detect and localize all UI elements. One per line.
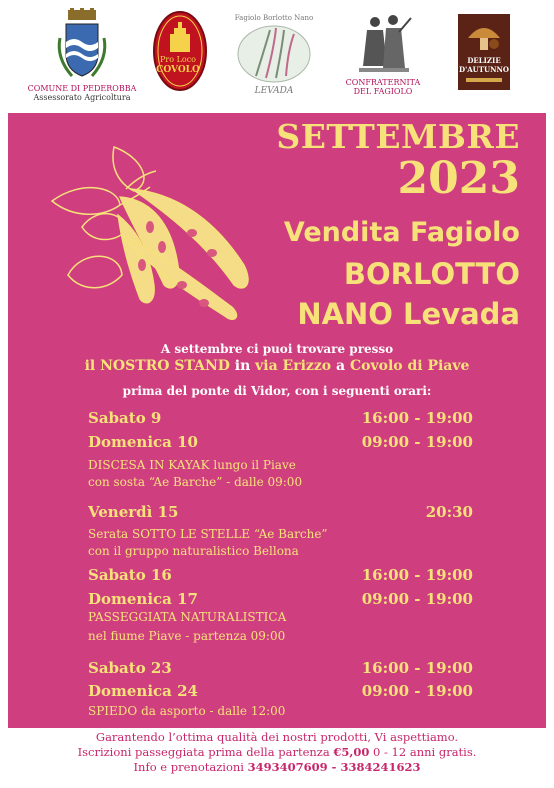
footer-phones: 3493407609 - 3384241623 [247,760,421,774]
comune-crest-icon [54,8,110,84]
intro-town: Covolo di Piave [349,358,470,374]
footer-line-2-a: Iscrizioni passeggiata prima della partenza [77,745,330,759]
comune-caption-2: Assessorato Agricoltura [33,93,131,102]
intro-il: il [84,358,96,374]
footer-line-2 [0,745,554,760]
footer-line-1: Garantendo l’ottima qualità dei nostri prodotti, Vi aspettiamo. [95,730,459,744]
footer-price: €5,00 [333,745,370,759]
schedule-day-2: Domenica 10 [88,433,198,451]
intro-in: in [234,358,251,374]
schedule-note-stelle-1: Serata SOTTO LE STELLE “Ae Barche” [88,527,328,541]
fagiolo-levada-logo [226,8,322,102]
schedule-note-kayak-1: DISCESA IN KAYAK lungo il Piave [88,458,296,472]
fagiolo-arc-text: Fagiolo Borlotto Nano [234,14,314,22]
schedule-time-5: 09:00 - 19:00 [361,590,473,608]
title-year: 2023 [397,153,520,204]
subtitle-line-1: Vendita Fagiolo [283,217,520,248]
confraternita-figures-icon [353,10,413,78]
schedule-time-3: 20:30 [425,503,473,521]
fagiolo-bottom-text: LEVADA [254,86,294,96]
schedule-day-3: Venerdì 15 [88,503,179,521]
footer [0,730,554,775]
confraternita-caption-2: DEL FAGIOLO [353,87,413,96]
bean-plant-icon [236,24,312,84]
footer-line-3 [0,760,554,775]
schedule-note-stelle-2: con il gruppo naturalistico Bellona [88,544,299,558]
intro-line-2 [8,358,546,374]
schedule-note-spiedo: SPIEDO da asporto - dalle 12:00 [88,704,286,718]
schedule-day-5: Domenica 17 [88,590,198,608]
proloco-text-1: Pro Loco [160,55,196,64]
schedule-day-1: Sabato 9 [88,409,162,427]
comune-logo [22,8,142,102]
schedule-note-passeggiata-2: nel fiume Piave - partenza 09:00 [88,629,286,643]
subtitle-line-2: BORLOTTO [343,257,520,291]
confraternita-caption-1: CONFRATERNITA [345,78,421,87]
confraternita-logo [338,10,428,96]
footer-line-2-c: 0 - 12 anni gratis. [373,745,477,759]
poster-panel [8,113,546,728]
proloco-emblem-icon [152,10,208,92]
schedule-time-7: 09:00 - 19:00 [361,682,473,700]
delizie-logo [458,14,510,90]
intro-stand: NOSTRO STAND [100,358,230,374]
delizie-stripe [466,78,502,82]
sponsor-header [0,0,554,113]
intro-line-1: A settembre ci puoi trovare presso [160,342,394,356]
delizie-text-2: D'AUTUNNO [459,65,509,74]
schedule-time-2: 09:00 - 19:00 [361,433,473,451]
schedule-time-1: 16:00 - 19:00 [361,409,473,427]
schedule-day-7: Domenica 24 [88,682,198,700]
comune-caption-1: COMUNE DI PEDEROBBA [27,84,137,93]
intro-a: a [336,358,346,374]
mushroom-icon [464,18,504,54]
schedule-note-kayak-2: con sosta “Ae Barche” - dalle 09:00 [88,475,303,489]
proloco-logo [150,10,210,92]
footer-line-3-a: Info e prenotazioni [133,760,244,774]
title-month: SETTEMBRE [276,117,520,156]
subtitle-line-3: NANO Levada [297,297,520,331]
intro-line-3: prima del ponte di Vidor, con i seguenti orari: [122,384,432,398]
intro-street: via Erizzo [255,358,332,374]
schedule-time-4: 16:00 - 19:00 [361,566,473,584]
proloco-text-2: COVOLO [156,65,200,75]
schedule-time-6: 16:00 - 19:00 [361,659,473,677]
delizie-text-1: DELIZIE [467,56,501,65]
schedule-day-4: Sabato 16 [88,566,172,584]
schedule-day-6: Sabato 23 [88,659,172,677]
schedule-note-passeggiata-1: PASSEGGIATA NATURALISTICA [88,610,287,624]
